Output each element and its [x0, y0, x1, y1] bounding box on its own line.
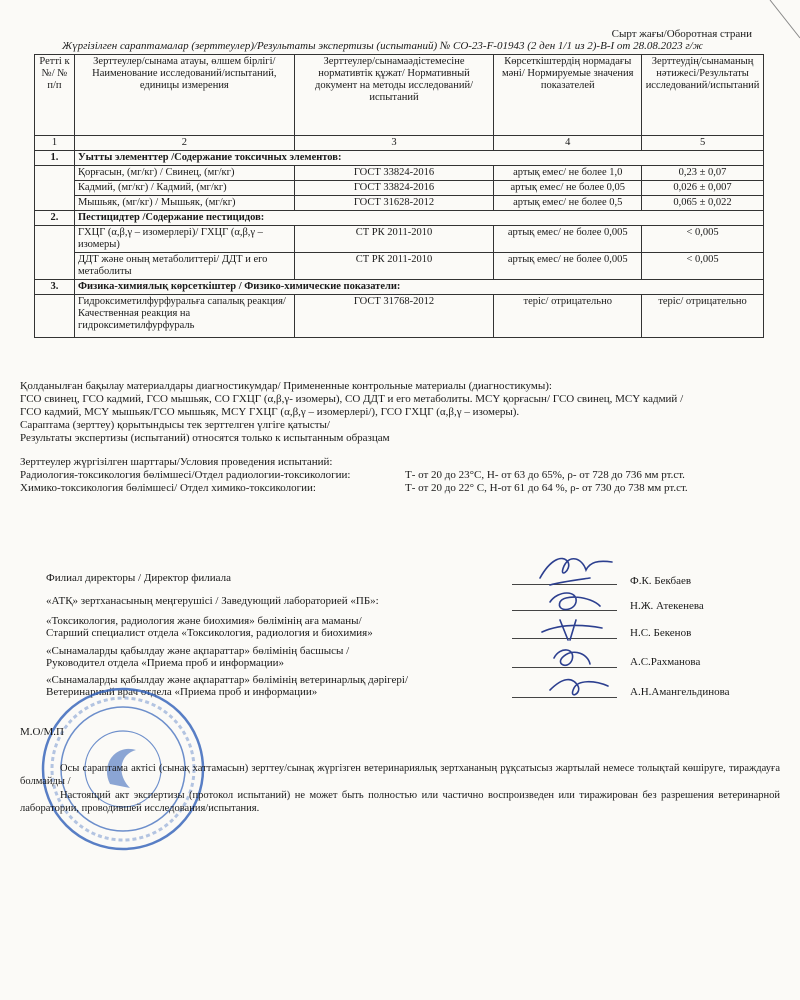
table-row — [35, 166, 764, 181]
section-number: 3. — [35, 280, 75, 295]
row-result: < 0,005 — [642, 226, 764, 253]
conditions-label: Химико-токсикология бөлімшесі/ Отдел химико-токсикологии: — [20, 482, 316, 494]
row-result: < 0,005 — [642, 253, 764, 280]
signatory-role: «Сынамаларды қабылдау және ақпараттар» бөлімінің басшысы / — [46, 645, 350, 657]
header-cell-norm: Көрсеткіштердің нормадағы мәні/ Нормируемые значения показателей — [494, 55, 642, 136]
results-table — [34, 54, 764, 338]
signatory-role: «Токсикология, радиология және биохимия» бөлімінің аға маманы/ — [46, 615, 362, 627]
section-title: Уытты элементтер /Содержание токсичных элементов: — [74, 151, 763, 166]
row-doc: СТ РК 2011-2010 — [294, 226, 494, 253]
col-number: 2 — [74, 136, 294, 151]
col-number: 3 — [294, 136, 494, 151]
footer-note-kz: Осы сараптама актісі (сынақ хаттамасын) зерттеу/сынақ жүргізген ветеринариялық зертхананың рұқсатысыз жартылай немесе толықтай көшіруге, тираждауға болмайды / — [20, 763, 780, 787]
section-row — [35, 151, 764, 166]
signatory-role: Руководител отдела «Приема проб и информации» — [46, 657, 284, 669]
row-name: Мышьяк, (мг/кг) / Мышьяк, (мг/кг) — [74, 196, 294, 211]
header-cell-name: Зерттеулер/сынама атауы, өлшем бірлігі/ Наименование исследований/испытаний, единицы измерения — [74, 55, 294, 136]
signatory-name: Н.Ж. Атекенева — [630, 600, 704, 612]
conditions-label: Радиология-токсикология бөлімшесі/Отдел радиологии-токсикологии: — [20, 469, 351, 481]
conditions-value: Т- от 20 до 23°С, Н- от 63 до 65%, ρ- от 728 до 736 мм рт.ст. — [405, 469, 685, 481]
materials-line: Результаты экспертизы (испытаний) относятся только к испытанным образцам — [20, 432, 390, 444]
row-norm: артық емес/ не более 0,005 — [494, 253, 642, 280]
page-side-label: Сырт жағы/Оборотная страни — [611, 28, 752, 40]
signatory-name: А.Н.Амангельдинова — [630, 686, 730, 698]
signatory-role: «АТҚ» зертханасының меңгерушісі / Заведующий лабораторией «ПБ»: — [46, 595, 379, 607]
row-norm: артық емес/ не более 0,005 — [494, 226, 642, 253]
signatory-role: Филиал директоры / Директор филиала — [46, 572, 231, 584]
empty-cell — [35, 226, 75, 280]
materials-line: ГСО кадмий, МСҮ мышьяк/ГСО мышьяк, МСҮ ГХЦГ (α,β,γ – изомерлері/), ГСО ГХЦГ (α,β,γ – изомеры). — [20, 406, 520, 418]
table-row — [35, 253, 764, 280]
row-result: 0,065 ± 0,022 — [642, 196, 764, 211]
header-cell-num: Ретті к №/ № п/п — [35, 55, 75, 136]
row-name: Гидроксиметилфурфуральға сапалық реакция/Качественная реакция на гидроксиметилфурфураль — [74, 295, 294, 338]
table-row — [35, 226, 764, 253]
row-norm: артық емес/ не более 0,05 — [494, 181, 642, 196]
row-norm: артық емес/ не более 1,0 — [494, 166, 642, 181]
row-result: теріс/ отрицательно — [642, 295, 764, 338]
col-number: 1 — [35, 136, 75, 151]
row-name: Қорғасын, (мг/кг) / Свинец, (мг/кг) — [74, 166, 294, 181]
table-row — [35, 196, 764, 211]
signatory-role: Старший специалист отдела «Токсикология, радиология и биохимия» — [46, 627, 373, 639]
row-norm: теріс/ отрицательно — [494, 295, 642, 338]
row-name: ДДТ және оның метаболиттері/ ДДТ и его метаболиты — [74, 253, 294, 280]
conditions-value: Т- от 20 до 22° С, Н-от 61 до 64 %, ρ- от 730 до 738 мм рт.ст. — [405, 482, 688, 494]
table-row — [35, 295, 764, 338]
conditions-title: Зерттеулер жүргізілген шарттары/Условия проведения испытаний: — [20, 456, 333, 468]
footer-note-ru: Настоящий акт экспертизы (протокол испытаний) не может быть полностью или частично воспроизведен или тиражирован без разрешения ветеринарной лаборатории, проводившей исследования/испытания. — [20, 790, 780, 814]
row-doc: ГОСТ 33824-2016 — [294, 181, 494, 196]
signatory-name: Н.С. Бекенов — [630, 627, 692, 639]
empty-cell — [35, 295, 75, 338]
col-number: 4 — [494, 136, 642, 151]
row-doc: СТ РК 2011-2010 — [294, 253, 494, 280]
row-norm: артық емес/ не более 0,5 — [494, 196, 642, 211]
table-header-row — [35, 55, 764, 136]
materials-line: Қолданылған бақылау материалдары диагностикумдар/ Примененные контрольные материалы (диагностикумы): — [20, 380, 552, 392]
col-number: 5 — [642, 136, 764, 151]
materials-line: ГСО свинец, ГСО кадмий, ГСО мышьяк, СО ГХЦГ (α,β,γ- изомеры), СО ДДТ и его метаболиты. МСҮ қорғасын/ ГСО свинец, МСҮ кадмий / — [20, 393, 684, 405]
row-doc: ГОСТ 31628-2012 — [294, 196, 494, 211]
row-name: ГХЦГ (α,β,γ – изомерлері)/ ГХЦГ (α,β,γ – изомеры) — [74, 226, 294, 253]
signatory-name: А.С.Рахманова — [630, 656, 701, 668]
column-number-row — [35, 136, 764, 151]
signatory-role: «Сынамаларды қабылдау және ақпараттар» бөлімінің ветеринарлық дәрігері/ — [46, 674, 408, 686]
table-row — [35, 181, 764, 196]
row-doc: ГОСТ 33824-2016 — [294, 166, 494, 181]
row-result: 0,026 ± 0,007 — [642, 181, 764, 196]
section-number: 2. — [35, 211, 75, 226]
row-result: 0,23 ± 0,07 — [642, 166, 764, 181]
row-name: Кадмий, (мг/кг) / Кадмий, (мг/кг) — [74, 181, 294, 196]
header-cell-result: Зерттеудің/сынаманың нәтижесі/Результаты исследований/испытаний — [642, 55, 764, 136]
stamp-place-label: М.О/М.П — [20, 726, 65, 738]
section-title: Физика-химиялық көрсеткіштер / Физико-химические показатели: — [74, 280, 763, 295]
section-row — [35, 280, 764, 295]
handwritten-signatures — [520, 540, 620, 710]
section-title: Пестицидтер /Содержание пестицидов: — [74, 211, 763, 226]
row-doc: ГОСТ 31768-2012 — [294, 295, 494, 338]
signatory-name: Ф.К. Бекбаев — [630, 575, 692, 587]
document-title: Жүргізілген сараптамалар (зерттеулер)/Результаты экспертизы (испытаний) № СО-23-F-01943 (2 ден 1/1 из 2)-В-І от 28.08.2023 г/ж — [62, 40, 703, 52]
empty-cell — [35, 166, 75, 211]
section-number: 1. — [35, 151, 75, 166]
section-row — [35, 211, 764, 226]
materials-line: Сараптама (зерттеу) қорытындысы тек зерттелген үлгіге қатысты/ — [20, 419, 330, 431]
signatory-role: Ветеринарный врач отдела «Приема проб и информации» — [46, 686, 318, 698]
header-cell-doc: Зерттеулер/сынамаәдістемесіне нормативтік құжат/ Нормативный документ на методы исследований/ испытаний — [294, 55, 494, 136]
